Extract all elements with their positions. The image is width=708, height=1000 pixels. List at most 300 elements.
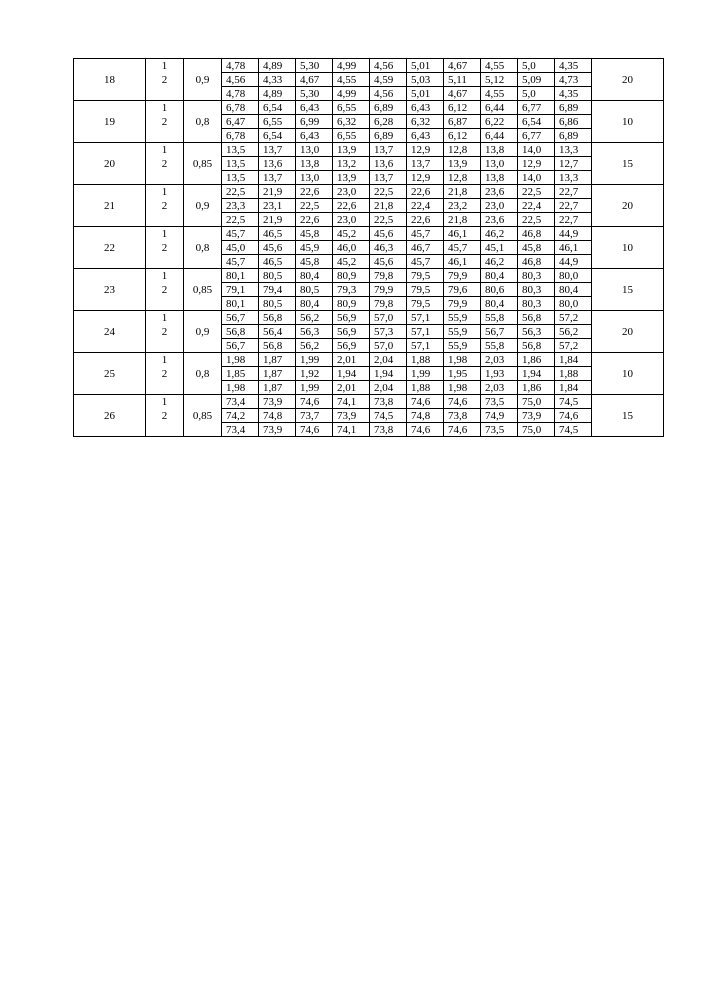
value-cell: 6,77 bbox=[518, 101, 555, 115]
value-cell: 45,2 bbox=[333, 227, 370, 241]
value-cell: 22,4 bbox=[518, 199, 555, 213]
value-cell: 45,7 bbox=[444, 241, 481, 255]
value-cell: 1,87 bbox=[259, 381, 296, 395]
value-cell: 12,9 bbox=[518, 157, 555, 171]
value-cell: 56,2 bbox=[296, 339, 333, 353]
value-cell: 22,7 bbox=[555, 185, 592, 199]
value-cell: 46,5 bbox=[259, 255, 296, 269]
value-cell: 5,30 bbox=[296, 87, 333, 101]
sub-index-cell bbox=[146, 171, 184, 185]
value-cell: 6,78 bbox=[222, 129, 259, 143]
value-cell: 44,9 bbox=[555, 255, 592, 269]
value-cell: 1,88 bbox=[407, 381, 444, 395]
value-cell: 21,9 bbox=[259, 185, 296, 199]
variant-number-cell: 21 bbox=[74, 185, 146, 227]
last-value-cell: 10 bbox=[592, 101, 664, 143]
value-cell: 74,1 bbox=[333, 395, 370, 409]
value-cell: 45,7 bbox=[222, 255, 259, 269]
value-cell: 45,8 bbox=[296, 255, 333, 269]
value-cell: 56,8 bbox=[259, 311, 296, 325]
value-cell: 13,8 bbox=[481, 143, 518, 157]
value-cell: 46,3 bbox=[370, 241, 407, 255]
value-cell: 22,5 bbox=[222, 213, 259, 227]
variant-number-cell: 23 bbox=[74, 269, 146, 311]
value-cell: 22,5 bbox=[222, 185, 259, 199]
value-cell: 1,88 bbox=[407, 353, 444, 367]
variant-number-cell: 19 bbox=[74, 101, 146, 143]
variant-number-cell: 26 bbox=[74, 395, 146, 437]
value-cell: 74,6 bbox=[444, 395, 481, 409]
value-cell: 79,9 bbox=[444, 269, 481, 283]
sub-index-cell bbox=[146, 381, 184, 395]
sub-index-cell bbox=[146, 255, 184, 269]
value-cell: 45,2 bbox=[333, 255, 370, 269]
value-cell: 75,0 bbox=[518, 395, 555, 409]
value-cell: 1,88 bbox=[555, 367, 592, 381]
value-cell: 6,44 bbox=[481, 129, 518, 143]
value-cell: 74,5 bbox=[555, 423, 592, 437]
value-cell: 13,5 bbox=[222, 157, 259, 171]
coefficient-cell: 0,8 bbox=[184, 353, 222, 395]
value-cell: 73,5 bbox=[481, 423, 518, 437]
value-cell: 13,2 bbox=[333, 157, 370, 171]
value-cell: 6,55 bbox=[259, 115, 296, 129]
table-row bbox=[74, 297, 664, 311]
sub-index-cell: 1 bbox=[146, 59, 184, 73]
value-cell: 4,55 bbox=[481, 87, 518, 101]
value-cell: 4,73 bbox=[555, 73, 592, 87]
value-cell: 23,2 bbox=[444, 199, 481, 213]
value-cell: 1,99 bbox=[296, 353, 333, 367]
value-cell: 6,89 bbox=[370, 129, 407, 143]
value-cell: 1,98 bbox=[444, 381, 481, 395]
value-cell: 80,5 bbox=[259, 297, 296, 311]
sub-index-cell bbox=[146, 87, 184, 101]
value-cell: 13,8 bbox=[481, 171, 518, 185]
value-cell: 55,8 bbox=[481, 311, 518, 325]
table-row bbox=[74, 381, 664, 395]
value-cell: 12,8 bbox=[444, 171, 481, 185]
value-cell: 57,0 bbox=[370, 339, 407, 353]
value-cell: 46,7 bbox=[407, 241, 444, 255]
value-cell: 13,9 bbox=[444, 157, 481, 171]
value-cell: 1,99 bbox=[296, 381, 333, 395]
value-cell: 56,7 bbox=[222, 339, 259, 353]
value-cell: 5,01 bbox=[407, 87, 444, 101]
sub-index-cell bbox=[146, 129, 184, 143]
value-cell: 74,2 bbox=[222, 409, 259, 423]
value-cell: 6,12 bbox=[444, 101, 481, 115]
value-cell: 13,9 bbox=[333, 171, 370, 185]
value-cell: 13,6 bbox=[259, 157, 296, 171]
value-cell: 13,9 bbox=[333, 143, 370, 157]
value-cell: 46,2 bbox=[481, 255, 518, 269]
value-cell: 56,2 bbox=[296, 311, 333, 325]
value-cell: 45,6 bbox=[259, 241, 296, 255]
value-cell: 74,5 bbox=[555, 395, 592, 409]
coefficient-cell: 0,8 bbox=[184, 227, 222, 269]
sub-index-cell bbox=[146, 213, 184, 227]
value-cell: 79,1 bbox=[222, 283, 259, 297]
value-cell: 6,89 bbox=[555, 129, 592, 143]
value-cell: 1,94 bbox=[333, 367, 370, 381]
value-cell: 5,01 bbox=[407, 59, 444, 73]
value-cell: 22,5 bbox=[296, 199, 333, 213]
table-row bbox=[74, 213, 664, 227]
value-cell: 79,5 bbox=[407, 269, 444, 283]
value-cell: 74,8 bbox=[259, 409, 296, 423]
value-cell: 22,6 bbox=[296, 213, 333, 227]
value-cell: 57,2 bbox=[555, 311, 592, 325]
value-cell: 6,43 bbox=[407, 129, 444, 143]
coefficient-cell: 0,9 bbox=[184, 59, 222, 101]
value-cell: 5,12 bbox=[481, 73, 518, 87]
value-cell: 73,4 bbox=[222, 395, 259, 409]
value-cell: 74,1 bbox=[333, 423, 370, 437]
value-cell: 6,54 bbox=[518, 115, 555, 129]
value-cell: 5,09 bbox=[518, 73, 555, 87]
value-cell: 74,6 bbox=[444, 423, 481, 437]
value-cell: 5,0 bbox=[518, 87, 555, 101]
value-cell: 57,1 bbox=[407, 311, 444, 325]
value-cell: 46,5 bbox=[259, 227, 296, 241]
value-cell: 46,8 bbox=[518, 255, 555, 269]
value-cell: 2,03 bbox=[481, 353, 518, 367]
value-cell: 13,0 bbox=[296, 171, 333, 185]
variant-number-cell: 25 bbox=[74, 353, 146, 395]
table-row bbox=[74, 199, 664, 213]
value-cell: 73,5 bbox=[481, 395, 518, 409]
value-cell: 13,8 bbox=[296, 157, 333, 171]
value-cell: 73,8 bbox=[370, 395, 407, 409]
value-cell: 74,6 bbox=[296, 423, 333, 437]
sub-index-cell: 1 bbox=[146, 353, 184, 367]
data-table bbox=[73, 58, 664, 437]
table-row bbox=[74, 241, 664, 255]
value-cell: 6,78 bbox=[222, 101, 259, 115]
table-row bbox=[74, 339, 664, 353]
value-cell: 79,8 bbox=[370, 269, 407, 283]
value-cell: 46,2 bbox=[481, 227, 518, 241]
value-cell: 6,87 bbox=[444, 115, 481, 129]
variant-number-cell: 18 bbox=[74, 59, 146, 101]
value-cell: 21,8 bbox=[444, 213, 481, 227]
coefficient-cell: 0,9 bbox=[184, 311, 222, 353]
value-cell: 1,98 bbox=[222, 381, 259, 395]
value-cell: 6,43 bbox=[296, 101, 333, 115]
table-row bbox=[74, 171, 664, 185]
value-cell: 56,8 bbox=[259, 339, 296, 353]
value-cell: 6,55 bbox=[333, 129, 370, 143]
value-cell: 80,4 bbox=[481, 297, 518, 311]
value-cell: 74,9 bbox=[481, 409, 518, 423]
table-row bbox=[74, 423, 664, 437]
value-cell: 6,55 bbox=[333, 101, 370, 115]
value-cell: 46,1 bbox=[444, 227, 481, 241]
table-row bbox=[74, 73, 664, 87]
value-cell: 4,89 bbox=[259, 87, 296, 101]
value-cell: 4,78 bbox=[222, 59, 259, 73]
sub-index-cell: 1 bbox=[146, 143, 184, 157]
value-cell: 6,89 bbox=[555, 101, 592, 115]
value-cell: 6,89 bbox=[370, 101, 407, 115]
value-cell: 56,3 bbox=[296, 325, 333, 339]
value-cell: 22,5 bbox=[518, 185, 555, 199]
value-cell: 6,43 bbox=[407, 101, 444, 115]
table-row bbox=[74, 227, 664, 241]
value-cell: 6,28 bbox=[370, 115, 407, 129]
value-cell: 74,6 bbox=[555, 409, 592, 423]
value-cell: 56,7 bbox=[481, 325, 518, 339]
value-cell: 80,3 bbox=[518, 269, 555, 283]
value-cell: 79,6 bbox=[444, 283, 481, 297]
coefficient-cell: 0,85 bbox=[184, 395, 222, 437]
value-cell: 73,8 bbox=[370, 423, 407, 437]
value-cell: 80,3 bbox=[518, 283, 555, 297]
sub-index-cell: 2 bbox=[146, 241, 184, 255]
value-cell: 73,9 bbox=[333, 409, 370, 423]
last-value-cell: 20 bbox=[592, 311, 664, 353]
value-cell: 80,0 bbox=[555, 297, 592, 311]
value-cell: 79,3 bbox=[333, 283, 370, 297]
value-cell: 4,56 bbox=[222, 73, 259, 87]
value-cell: 13,7 bbox=[370, 171, 407, 185]
value-cell: 56,2 bbox=[555, 325, 592, 339]
value-cell: 22,7 bbox=[555, 199, 592, 213]
value-cell: 46,1 bbox=[444, 255, 481, 269]
last-value-cell: 10 bbox=[592, 227, 664, 269]
value-cell: 22,6 bbox=[296, 185, 333, 199]
value-cell: 73,9 bbox=[259, 423, 296, 437]
value-cell: 55,9 bbox=[444, 311, 481, 325]
value-cell: 80,1 bbox=[222, 269, 259, 283]
sub-index-cell: 1 bbox=[146, 269, 184, 283]
last-value-cell: 15 bbox=[592, 143, 664, 185]
value-cell: 4,35 bbox=[555, 87, 592, 101]
value-cell: 22,5 bbox=[370, 213, 407, 227]
value-cell: 4,55 bbox=[481, 59, 518, 73]
value-cell: 6,86 bbox=[555, 115, 592, 129]
value-cell: 57,1 bbox=[407, 339, 444, 353]
value-cell: 6,77 bbox=[518, 129, 555, 143]
sub-index-cell: 2 bbox=[146, 367, 184, 381]
value-cell: 12,8 bbox=[444, 143, 481, 157]
value-cell: 4,59 bbox=[370, 73, 407, 87]
value-cell: 73,8 bbox=[444, 409, 481, 423]
value-cell: 45,7 bbox=[407, 255, 444, 269]
table-row bbox=[74, 409, 664, 423]
value-cell: 1,94 bbox=[370, 367, 407, 381]
last-value-cell: 15 bbox=[592, 269, 664, 311]
value-cell: 5,0 bbox=[518, 59, 555, 73]
value-cell: 80,1 bbox=[222, 297, 259, 311]
value-cell: 1,87 bbox=[259, 353, 296, 367]
value-cell: 2,01 bbox=[333, 353, 370, 367]
sub-index-cell bbox=[146, 297, 184, 311]
value-cell: 6,44 bbox=[481, 101, 518, 115]
sub-index-cell bbox=[146, 423, 184, 437]
value-cell: 57,2 bbox=[555, 339, 592, 353]
value-cell: 23,6 bbox=[481, 185, 518, 199]
last-value-cell: 10 bbox=[592, 353, 664, 395]
sub-index-cell: 2 bbox=[146, 157, 184, 171]
value-cell: 80,0 bbox=[555, 269, 592, 283]
value-cell: 22,5 bbox=[370, 185, 407, 199]
table-row bbox=[74, 87, 664, 101]
value-cell: 45,8 bbox=[518, 241, 555, 255]
coefficient-cell: 0,8 bbox=[184, 101, 222, 143]
value-cell: 79,5 bbox=[407, 283, 444, 297]
value-cell: 22,6 bbox=[407, 185, 444, 199]
table-row bbox=[74, 311, 664, 325]
value-cell: 4,99 bbox=[333, 87, 370, 101]
value-cell: 5,11 bbox=[444, 73, 481, 87]
sub-index-cell: 2 bbox=[146, 199, 184, 213]
table-row bbox=[74, 185, 664, 199]
value-cell: 1,94 bbox=[518, 367, 555, 381]
value-cell: 73,4 bbox=[222, 423, 259, 437]
value-cell: 56,8 bbox=[518, 311, 555, 325]
value-cell: 1,86 bbox=[518, 353, 555, 367]
value-cell: 45,6 bbox=[370, 255, 407, 269]
value-cell: 4,89 bbox=[259, 59, 296, 73]
value-cell: 21,8 bbox=[444, 185, 481, 199]
value-cell: 23,3 bbox=[222, 199, 259, 213]
value-cell: 79,4 bbox=[259, 283, 296, 297]
value-cell: 79,9 bbox=[444, 297, 481, 311]
value-cell: 80,9 bbox=[333, 269, 370, 283]
table-row bbox=[74, 353, 664, 367]
coefficient-cell: 0,85 bbox=[184, 143, 222, 185]
sub-index-cell: 1 bbox=[146, 185, 184, 199]
value-cell: 80,4 bbox=[555, 283, 592, 297]
value-cell: 12,7 bbox=[555, 157, 592, 171]
value-cell: 13,5 bbox=[222, 171, 259, 185]
value-cell: 1,84 bbox=[555, 381, 592, 395]
value-cell: 45,8 bbox=[296, 227, 333, 241]
value-cell: 6,32 bbox=[407, 115, 444, 129]
value-cell: 1,87 bbox=[259, 367, 296, 381]
value-cell: 73,7 bbox=[296, 409, 333, 423]
value-cell: 46,1 bbox=[555, 241, 592, 255]
value-cell: 13,7 bbox=[370, 143, 407, 157]
value-cell: 6,32 bbox=[333, 115, 370, 129]
value-cell: 56,8 bbox=[518, 339, 555, 353]
value-cell: 56,9 bbox=[333, 311, 370, 325]
value-cell: 75,0 bbox=[518, 423, 555, 437]
value-cell: 4,56 bbox=[370, 59, 407, 73]
table-row bbox=[74, 59, 664, 73]
sub-index-cell: 1 bbox=[146, 101, 184, 115]
value-cell: 80,6 bbox=[481, 283, 518, 297]
value-cell: 1,95 bbox=[444, 367, 481, 381]
variant-number-cell: 24 bbox=[74, 311, 146, 353]
last-value-cell: 15 bbox=[592, 395, 664, 437]
variant-number-cell: 22 bbox=[74, 227, 146, 269]
table-row bbox=[74, 115, 664, 129]
table-row bbox=[74, 283, 664, 297]
value-cell: 45,7 bbox=[407, 227, 444, 241]
value-cell: 6,99 bbox=[296, 115, 333, 129]
value-cell: 45,1 bbox=[481, 241, 518, 255]
value-cell: 2,03 bbox=[481, 381, 518, 395]
last-value-cell: 20 bbox=[592, 59, 664, 101]
coefficient-cell: 0,85 bbox=[184, 269, 222, 311]
value-cell: 56,9 bbox=[333, 325, 370, 339]
value-cell: 45,7 bbox=[222, 227, 259, 241]
sub-index-cell: 1 bbox=[146, 395, 184, 409]
sub-index-cell: 2 bbox=[146, 409, 184, 423]
value-cell: 13,3 bbox=[555, 171, 592, 185]
value-cell: 80,4 bbox=[481, 269, 518, 283]
value-cell: 6,47 bbox=[222, 115, 259, 129]
value-cell: 13,3 bbox=[555, 143, 592, 157]
value-cell: 57,1 bbox=[407, 325, 444, 339]
table-row bbox=[74, 325, 664, 339]
value-cell: 45,0 bbox=[222, 241, 259, 255]
value-cell: 73,9 bbox=[518, 409, 555, 423]
value-cell: 80,4 bbox=[296, 269, 333, 283]
value-cell: 12,9 bbox=[407, 171, 444, 185]
value-cell: 45,9 bbox=[296, 241, 333, 255]
sub-index-cell: 2 bbox=[146, 283, 184, 297]
value-cell: 80,9 bbox=[333, 297, 370, 311]
value-cell: 74,8 bbox=[407, 409, 444, 423]
table-row bbox=[74, 129, 664, 143]
value-cell: 80,5 bbox=[296, 283, 333, 297]
value-cell: 13,7 bbox=[259, 143, 296, 157]
value-cell: 1,84 bbox=[555, 353, 592, 367]
value-cell: 57,0 bbox=[370, 311, 407, 325]
value-cell: 1,86 bbox=[518, 381, 555, 395]
value-cell: 74,5 bbox=[370, 409, 407, 423]
table-row bbox=[74, 395, 664, 409]
value-cell: 55,9 bbox=[444, 325, 481, 339]
value-cell: 2,04 bbox=[370, 381, 407, 395]
value-cell: 21,8 bbox=[370, 199, 407, 213]
value-cell: 14,0 bbox=[518, 171, 555, 185]
value-cell: 6,12 bbox=[444, 129, 481, 143]
value-cell: 4,67 bbox=[444, 87, 481, 101]
sub-index-cell: 1 bbox=[146, 227, 184, 241]
value-cell: 13,6 bbox=[370, 157, 407, 171]
value-cell: 55,9 bbox=[444, 339, 481, 353]
value-cell: 23,6 bbox=[481, 213, 518, 227]
value-cell: 1,85 bbox=[222, 367, 259, 381]
value-cell: 56,8 bbox=[222, 325, 259, 339]
value-cell: 4,67 bbox=[296, 73, 333, 87]
sub-index-cell: 2 bbox=[146, 115, 184, 129]
value-cell: 22,6 bbox=[333, 199, 370, 213]
sub-index-cell: 1 bbox=[146, 311, 184, 325]
value-cell: 5,30 bbox=[296, 59, 333, 73]
value-cell: 4,33 bbox=[259, 73, 296, 87]
value-cell: 46,8 bbox=[518, 227, 555, 241]
coefficient-cell: 0,9 bbox=[184, 185, 222, 227]
sub-index-cell bbox=[146, 339, 184, 353]
value-cell: 6,54 bbox=[259, 101, 296, 115]
value-cell: 56,3 bbox=[518, 325, 555, 339]
value-cell: 4,56 bbox=[370, 87, 407, 101]
value-cell: 46,0 bbox=[333, 241, 370, 255]
value-cell: 4,67 bbox=[444, 59, 481, 73]
table-body bbox=[74, 59, 664, 437]
value-cell: 1,93 bbox=[481, 367, 518, 381]
value-cell: 1,98 bbox=[222, 353, 259, 367]
value-cell: 22,6 bbox=[407, 213, 444, 227]
value-cell: 6,54 bbox=[259, 129, 296, 143]
value-cell: 13,0 bbox=[481, 157, 518, 171]
